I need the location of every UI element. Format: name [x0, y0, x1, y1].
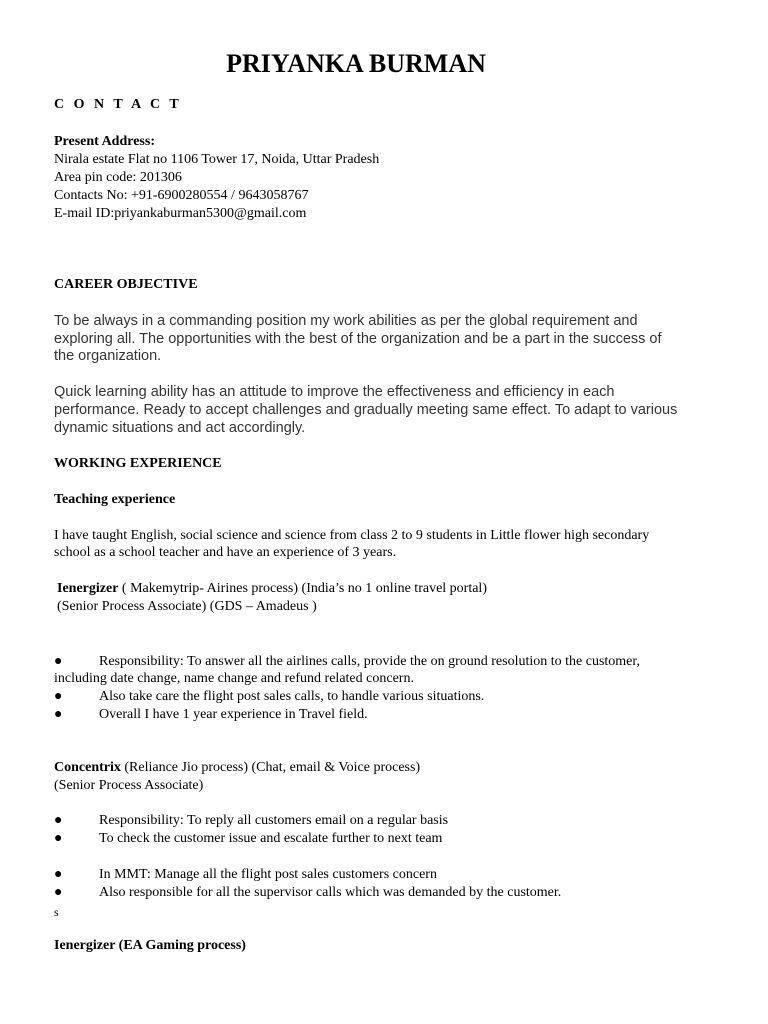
phone-numbers: Contacts No: +91-6900280554 / 9643058767 — [54, 188, 309, 203]
concentrix-bullet-1: Responsibility: To reply all customers email on a regular basis — [99, 813, 449, 828]
concentrix-detail: (Reliance Jio process) (Chat, email & Voice process) — [120, 760, 421, 775]
bullet-icon: ● — [54, 867, 63, 882]
ienergizer-gaming-heading: Ienergizer (EA Gaming process) — [54, 938, 246, 953]
concentrix-bullet-2: To check the customer issue and escalate further to next team — [99, 831, 443, 846]
career-objective-heading: CAREER OBJECTIVE — [54, 277, 198, 292]
bullet-icon: ● — [54, 654, 63, 669]
concentrix-header — [54, 759, 420, 777]
concentrix-bullet-3: In MMT: Manage all the flight post sales customers concern — [99, 867, 437, 882]
working-experience-heading: WORKING EXPERIENCE — [54, 456, 222, 471]
pin-code: Area pin code: 201306 — [54, 170, 182, 185]
ienergizer-detail: ( Makemytrip- Airines process) (India’s no 1 online travel portal) — [118, 581, 487, 596]
career-para2-line3: dynamic situations and act accordingly. — [54, 420, 306, 436]
ienergizer-role: (Senior Process Associate) (GDS – Amadeus ) — [57, 599, 317, 614]
address-label: Present Address: — [54, 134, 155, 149]
ienergizer-bullet-2: Also take care the flight post sales calls, to handle various situations. — [99, 689, 485, 704]
teaching-text-line2: school as a school teacher and have an experience of 3 years. — [54, 545, 397, 560]
teaching-experience-heading: Teaching experience — [54, 492, 176, 507]
career-para1-line1: To be always in a commanding position my work abilities as per the global requirement and — [54, 313, 638, 329]
ienergizer-bullet-1-line1: Responsibility: To answer all the airlines calls, provide the on ground resolution to the customer, — [99, 654, 640, 669]
bullet-icon: ● — [54, 885, 63, 900]
ienergizer-bullet-3: Overall I have 1 year experience in Travel field. — [99, 707, 368, 722]
ienergizer-bullet-1-line2: including date change, name change and refund related concern. — [54, 671, 414, 686]
teaching-text-line1: I have taught English, social science and science from class 2 to 9 students in Little flower high secondary — [54, 528, 650, 543]
career-para2-line2: performance. Ready to accept challenges and gradually meeting same effect. To adapt to various — [54, 402, 678, 418]
address-line: Nirala estate Flat no 1106 Tower 17, Noida, Uttar Pradesh — [54, 152, 380, 167]
career-para1-line2: exploring all. The opportunities with the best of the organization and be a part in the success of — [54, 331, 662, 347]
career-para2-line1: Quick learning ability has an attitude to improve the effectiveness and efficiency in each — [54, 384, 615, 400]
ienergizer-company: Ienergizer — [57, 581, 119, 596]
email-address: E-mail ID:priyankaburman5300@gmail.com — [54, 206, 307, 221]
contact-heading: C O N T A C T — [54, 97, 182, 112]
concentrix-bullet-4: Also responsible for all the supervisor calls which was demanded by the customer. — [99, 885, 562, 900]
bullet-icon: ● — [54, 707, 63, 722]
candidate-name: PRIYANKA BURMAN — [226, 49, 486, 78]
career-para1-line3: the organization. — [54, 348, 162, 364]
stray-character: s — [54, 905, 59, 919]
concentrix-company: Concentrix — [54, 760, 121, 775]
bullet-icon: ● — [54, 813, 63, 828]
bullet-icon: ● — [54, 689, 63, 704]
bullet-icon: ● — [54, 831, 63, 846]
concentrix-role: (Senior Process Associate) — [54, 778, 204, 793]
ienergizer-header — [57, 580, 487, 598]
